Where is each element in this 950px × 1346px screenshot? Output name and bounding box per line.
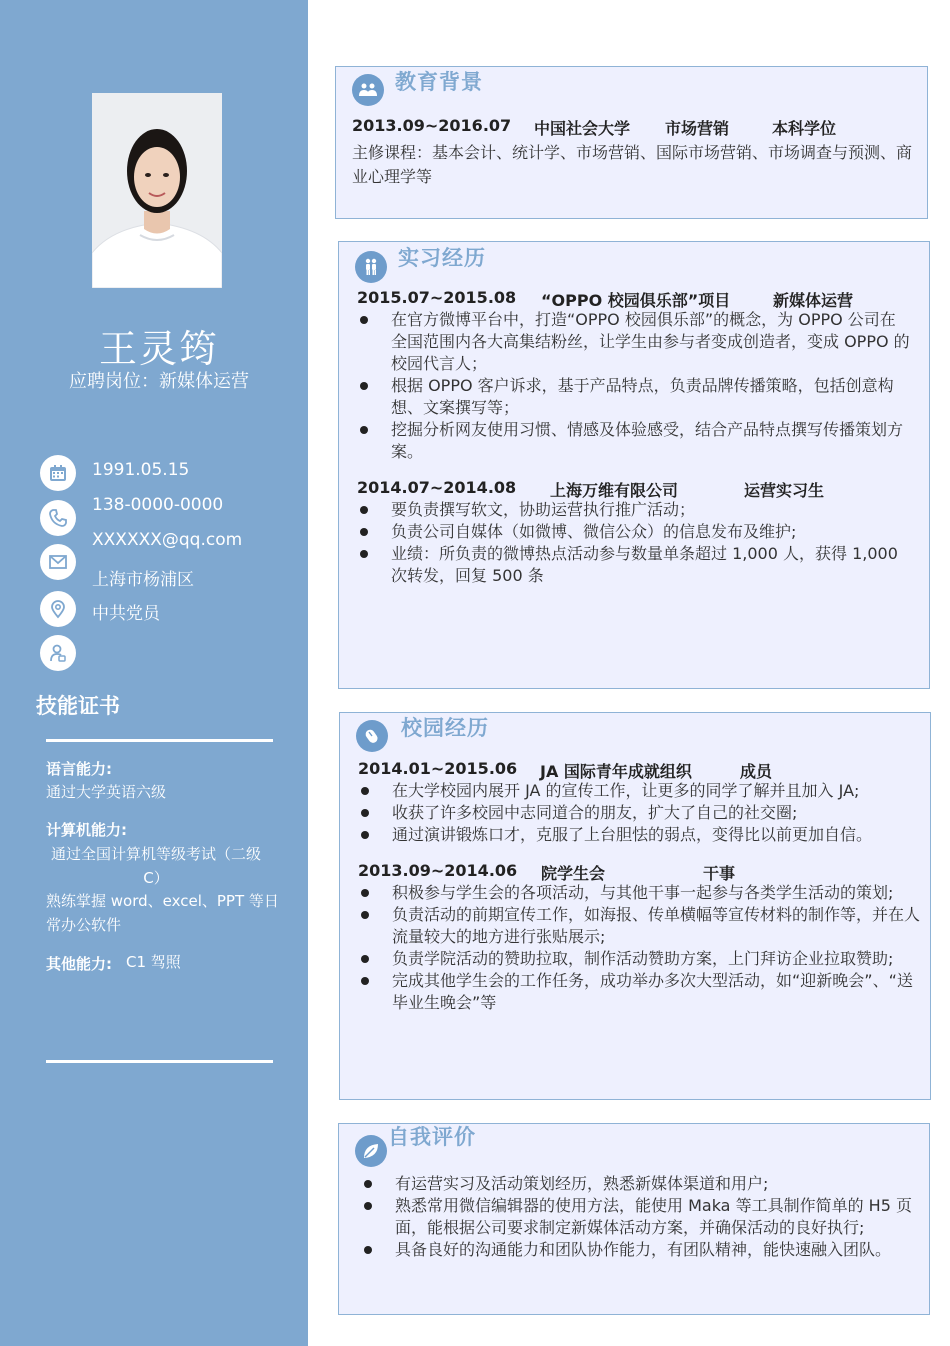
political-status: 中共党员 — [92, 604, 160, 624]
location-icon — [40, 591, 76, 627]
list-item: 具备良好的沟通能力和团队协作能力，有团队精神，能快速融入团队。 — [361, 1239, 913, 1261]
email-address: XXXXXX@qq.com — [92, 530, 243, 550]
campus-duties — [358, 780, 923, 846]
education-icon — [352, 74, 384, 106]
job-organization: 上海万维有限公司 — [550, 481, 679, 500]
list-item: 在大学校园内展开 JA 的宣传工作，让更多的同学了解并且加入 JA; — [358, 780, 923, 802]
campus-role: 成员 — [740, 762, 773, 781]
list-item: 要负责撰写软文，协助运营执行推广活动； — [357, 499, 917, 521]
computer-text-office: 熟练掌握 word、excel、PPT 等日常办公软件 — [46, 892, 279, 934]
candidate-name: 王灵筠 — [98, 327, 219, 371]
job-organization: “OPPO 校园俱乐部”项目 — [541, 291, 731, 310]
phone-number: 138-0000-0000 — [92, 495, 224, 515]
computer-text-cert: 通过全国计算机等级考试（二级 C） — [50, 845, 261, 887]
job-period: 2015.07~2015.08 — [357, 288, 517, 307]
list-item: 负责活动的前期宣传工作，如海报、传单横幅等宣传材料的制作等，并在人流量较大的地方进行张贴展示; — [358, 904, 924, 948]
job-role: 运营实习生 — [744, 481, 825, 500]
list-item: 通过演讲锻炼口才，克服了上台胆怯的弱点，变得比以前更加自信。 — [358, 824, 923, 846]
job-duties — [357, 499, 917, 587]
degree: 本科学位 — [772, 119, 837, 138]
other-text: C1 驾照 — [126, 953, 181, 971]
list-item: 根据 OPPO 客户诉求，基于产品特点，负责品牌传播策略，包括创意构想、文案撰写等； — [357, 375, 910, 419]
divider — [46, 739, 273, 742]
mail-icon — [40, 544, 76, 580]
job-period: 2014.07~2014.08 — [357, 478, 517, 497]
computer-label: 计算机能力: — [46, 821, 127, 839]
campus-organization: JA 国际青年成就组织 — [540, 762, 692, 781]
person-icon — [40, 635, 76, 671]
mouse-icon — [356, 720, 388, 752]
campus-period: 2014.01~2015.06 — [358, 759, 518, 778]
home-address: 上海市杨浦区 — [92, 570, 194, 590]
calendar-icon — [40, 455, 76, 491]
job-duties — [357, 309, 910, 463]
target-position: 应聘岗位：新媒体运营 — [69, 371, 249, 392]
self-evaluation-list — [361, 1173, 913, 1261]
list-item: 熟悉常用微信编辑器的使用方法，能使用 Maka 等工具制作简单的 H5 页面，能根据公司要求制定新媒体活动方案，并确保活动的良好执行; — [361, 1195, 913, 1239]
skills-heading: 技能证书 — [36, 694, 120, 718]
divider — [46, 1060, 273, 1063]
list-item: 负责学院活动的赞助拉取，制作活动赞助方案，上门拜访企业拉取赞助; — [358, 948, 924, 970]
school-name: 中国社会大学 — [534, 119, 631, 138]
list-item: 有运营实习及活动策划经历，熟悉新媒体渠道和用户; — [361, 1173, 913, 1195]
list-item: 完成其他学生会的工作任务，成功举办多次大型活动，如“迎新晚会”、“送毕业生晚会”等 — [358, 970, 924, 1014]
list-item: 在官方微博平台中，打造“OPPO 校园俱乐部”的概念，为 OPPO 公司在全国范围内各大高集结粉丝，让学生由参与者变成创造者，变成 OPPO 的校园代言人； — [357, 309, 910, 375]
internship-heading: 实习经历 — [398, 246, 486, 270]
birth-date: 1991.05.15 — [92, 460, 190, 480]
major: 市场营销 — [665, 119, 730, 138]
list-item: 业绩：所负责的微博热点活动参与数量单条超过 1,000 人，获得 1,000 次转发，回复 500 条 — [357, 543, 917, 587]
education-heading: 教育背景 — [395, 70, 483, 94]
list-item: 收获了许多校园中志同道合的朋友，扩大了自己的社交圈; — [358, 802, 923, 824]
campus-period: 2013.09~2014.06 — [358, 861, 518, 880]
other-label: 其他能力: — [46, 955, 112, 973]
campus-duties — [358, 882, 924, 1014]
job-role: 新媒体运营 — [773, 291, 854, 310]
language-label: 语言能力: — [46, 760, 112, 778]
campus-role: 干事 — [703, 864, 736, 883]
language-text: 通过大学英语六级 — [46, 783, 167, 801]
list-item: 挖掘分析网友使用习惯、情感及体验感受，结合产品特点撰写传播策划方案。 — [357, 419, 910, 463]
courses: 主修课程：基本会计、统计学、市场营销、国际市场营销、市场调查与预测、商业心理学等 — [352, 143, 913, 186]
profile-photo — [92, 93, 222, 288]
sidebar — [0, 0, 308, 1346]
list-item: 负责公司自媒体（如微博、微信公众）的信息发布及维护; — [357, 521, 917, 543]
phone-icon — [40, 500, 76, 536]
campus-heading: 校园经历 — [401, 716, 489, 740]
list-item: 积极参与学生会的各项活动，与其他干事一起参与各类学生活动的策划; — [358, 882, 924, 904]
campus-organization: 院学生会 — [541, 864, 606, 883]
education-period: 2013.09~2016.07 — [352, 116, 512, 135]
people-icon — [355, 251, 387, 283]
leaf-icon — [355, 1135, 387, 1167]
self-evaluation-heading: 自我评价 — [388, 1125, 476, 1149]
